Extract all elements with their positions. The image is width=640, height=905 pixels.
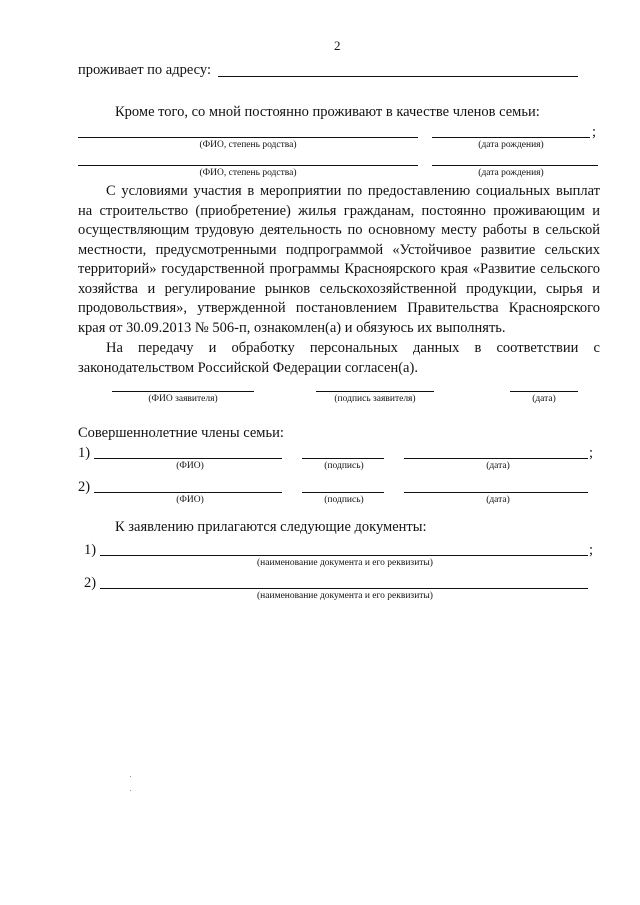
caption-birth-date-2: (дата рождения) bbox=[478, 168, 544, 178]
caption-adult-2-date: (дата) bbox=[486, 495, 510, 505]
semicolon-family-1: ; bbox=[592, 124, 597, 140]
caption-adult-1-signature: (подпись) bbox=[324, 461, 364, 471]
caption-adult-1-date: (дата) bbox=[486, 461, 510, 471]
semicolon-document-1: ; bbox=[589, 542, 594, 558]
scan-speck bbox=[130, 776, 131, 777]
caption-applicant-date: (дата) bbox=[532, 394, 556, 404]
document-2-line bbox=[100, 588, 588, 589]
address-label: проживает по адресу: bbox=[78, 62, 211, 78]
adult-1-fio-line bbox=[94, 458, 282, 459]
caption-adult-2-fio: (ФИО) bbox=[176, 495, 204, 505]
family-fio-line-2 bbox=[78, 165, 418, 166]
applicant-date-line bbox=[510, 391, 578, 392]
address-line bbox=[218, 76, 578, 77]
document-item-2-number: 2) bbox=[84, 575, 97, 591]
conditions-text: С условиями участия в мероприятии по предоставлению социальных выплат на строительство (приобретение) жилья гражданам, постоянно проживающим и осуществляющим трудовую деятельность по основному месту работы в сельской местности, предусмотренными подпрограммой «Устойчивое развитие сельских территорий» государственной программы Красноярского края «Развитие сельского хозяйства и регулирование рынков сельскохозяйственной продукции, сырья и продовольствия», утвержденной постановлением Правительства Красноярского края от 30.09.2013 № 506-п, ознакомлен(а) и обязуюсь их выполнять. bbox=[78, 183, 600, 336]
caption-adult-2-signature: (подпись) bbox=[324, 495, 364, 505]
caption-fio-relation-1: (ФИО, степень родства) bbox=[199, 140, 297, 150]
adult-item-2-number: 2) bbox=[78, 479, 91, 495]
scan-speck bbox=[130, 790, 131, 791]
applicant-signature-line bbox=[316, 391, 434, 392]
caption-birth-date-1: (дата рождения) bbox=[478, 140, 544, 150]
family-fio-line-1 bbox=[78, 137, 418, 138]
family-birth-line-2 bbox=[432, 165, 598, 166]
family-birth-line-1 bbox=[432, 137, 590, 138]
document-1-line bbox=[100, 555, 588, 556]
caption-document-1: (наименование документа и его реквизиты) bbox=[257, 558, 433, 568]
consent-text: На передачу и обработку персональных данных в соответствии с законодательством Российской Федерации согласен(а). bbox=[78, 340, 600, 376]
adult-1-signature-line bbox=[302, 458, 384, 459]
conditions-paragraph bbox=[78, 182, 600, 338]
caption-applicant-fio: (ФИО заявителя) bbox=[148, 394, 218, 404]
adult-2-fio-line bbox=[94, 492, 282, 493]
adult-members-heading: Совершеннолетние члены семьи: bbox=[78, 425, 284, 441]
family-intro: Кроме того, со мной постоянно проживают в качестве членов семьи: bbox=[115, 104, 540, 120]
caption-fio-relation-2: (ФИО, степень родства) bbox=[199, 168, 297, 178]
caption-document-2: (наименование документа и его реквизиты) bbox=[257, 591, 433, 601]
semicolon-adult-1: ; bbox=[589, 445, 594, 461]
adult-1-date-line bbox=[404, 458, 588, 459]
adult-item-1-number: 1) bbox=[78, 445, 91, 461]
documents-heading: К заявлению прилагаются следующие документы: bbox=[115, 519, 427, 535]
document-item-1-number: 1) bbox=[84, 542, 97, 558]
consent-paragraph bbox=[78, 339, 600, 378]
adult-2-signature-line bbox=[302, 492, 384, 493]
applicant-fio-line bbox=[112, 391, 254, 392]
page-number: 2 bbox=[334, 38, 341, 53]
adult-2-date-line bbox=[404, 492, 588, 493]
caption-adult-1-fio: (ФИО) bbox=[176, 461, 204, 471]
caption-applicant-signature: (подпись заявителя) bbox=[334, 394, 416, 404]
